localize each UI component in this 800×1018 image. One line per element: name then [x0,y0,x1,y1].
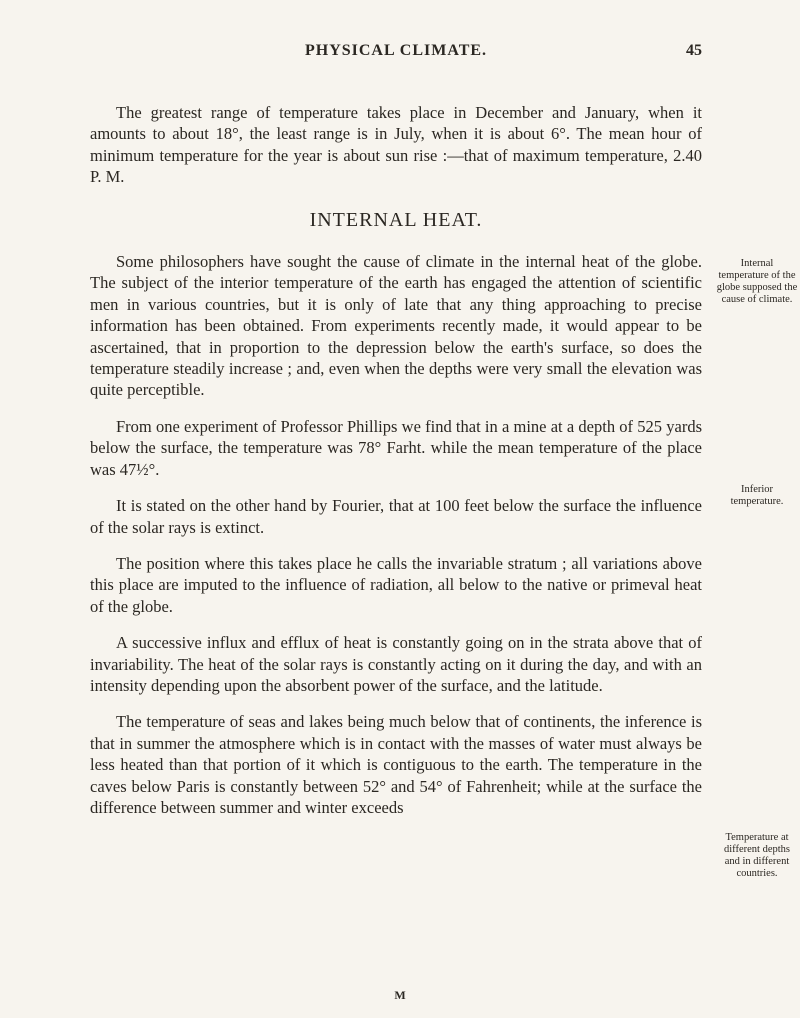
paragraph-3: From one experiment of Professor Phillips we find that in a mine at a depth of 525 yards below the surface, the temperature was 78° Farht. while the mean temperature of the place was 47½°. [90,416,702,479]
paragraph-1: The greatest range of temperature takes place in December and January, when it amounts to about 18°, the least range is in July, when it is about 6°. The mean hour of minimum temperature for the year is about sun rise :—that of maximum temperature, 2.40 P. M. [90,103,702,187]
page-number: 45 [686,42,702,59]
signature-mark: M [394,988,406,1002]
section-heading: INTERNAL HEAT. [309,208,483,231]
margin-note-internal-temperature: Internal temperature of the globe supposed the cause of climate. [716,258,798,305]
running-title: PHYSICAL CLIMATE. [304,42,488,59]
body-text [90,102,702,833]
paragraph-6: A successive influx and efflux of heat is constantly going on in the strata above that of invariability. The heat of the solar rays is constantly acting on it during the day, and with an intensity depending upon the absorbent power of the surface, and the latitude. [90,633,702,695]
page-header [90,42,702,66]
paragraph-2: Some philosophers have sought the cause of climate in the internal heat of the globe. The subject of the interior temperature of the earth has engaged the attention of scientific men in various countries, but it is only of late that any thing approaching to precise information has been obtained. From experiments recently made, it would appear to be ascertained, that in proportion to the depression below the earth's surface, so does the temperature steadily increase ; and, even when the depths were very small the elevation was quite perceptible. [90,252,702,400]
paragraph-5: The position where this takes place he calls the invariable stratum ; all variations above this place are imputed to the influence of radiation, all below to the native or primeval heat of the globe. [90,553,702,616]
margin-note-inferior-temperature: Inferior temperature. [730,484,784,507]
paragraph-4: It is stated on the other hand by Fourier, that at 100 feet below the surface the influence of the solar rays is extinct. [90,496,702,537]
margin-note-temperature-depths: Temperature at different depths and in different countries. [724,832,790,879]
paragraph-7: The temperature of seas and lakes being much below that of continents, the inference is that in summer the atmosphere which is in contact with the masses of water must always be less heated than that portion of it which is contiguous to the earth. The temperature in the caves below Paris is constantly between 52° and 54° of Fahrenheit; while at the surface the difference between summer and winter exceeds [90,712,702,817]
